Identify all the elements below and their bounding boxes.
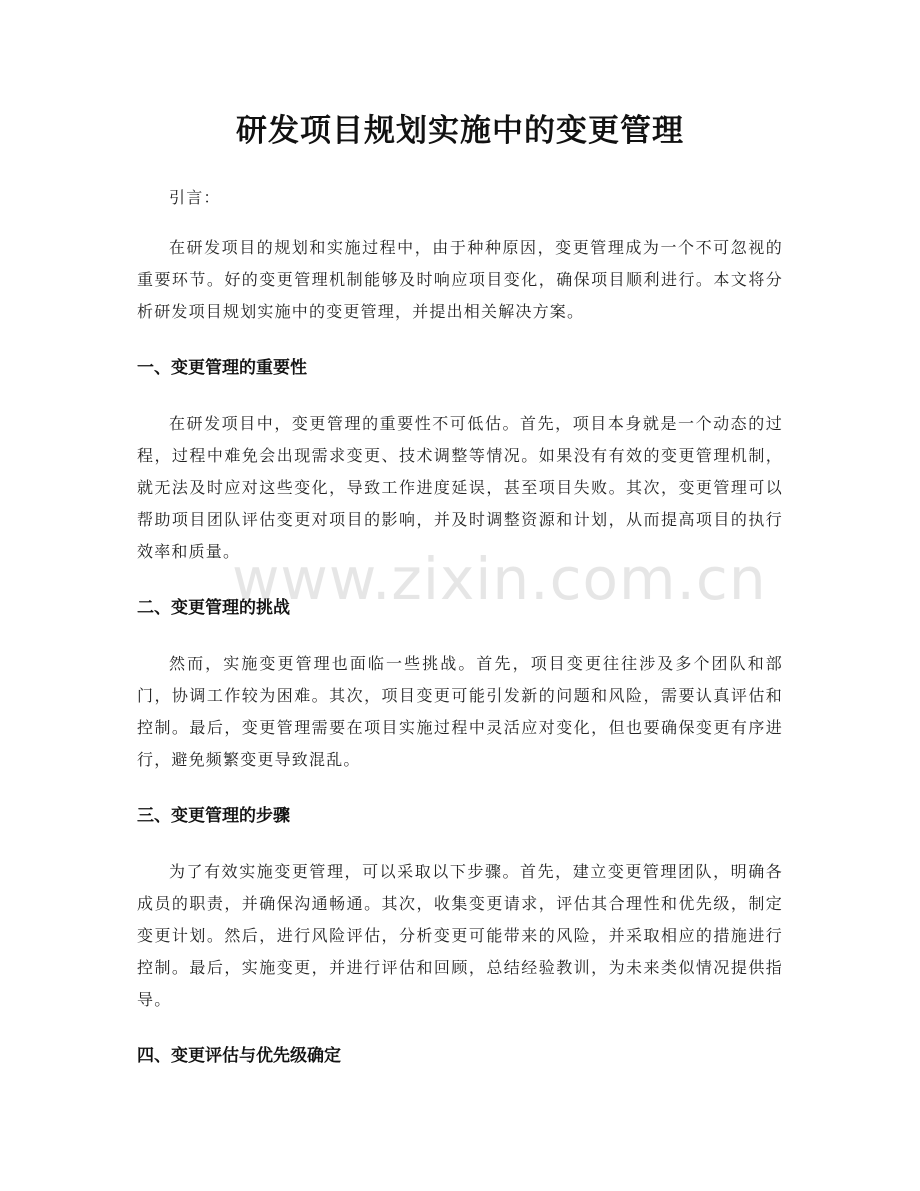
section-heading-challenges: 二、变更管理的挑战 (137, 598, 290, 618)
document-body (137, 182, 783, 1096)
section-paragraph-challenges: 然而，实施变更管理也面临一些挑战。首先，项目变更往往涉及多个团队和部门，协调工作较为困难。其次，项目变更可能引发新的问题和风险，需要认真评估和控制。最后，变更管理需要在项目实施过程中灵活应对变化，但也要确保变更有序进行，避免频繁变更导致混乱。 (137, 654, 783, 769)
watermark-text: www.zixin.com.cn (232, 545, 767, 613)
section-heading-importance: 一、变更管理的重要性 (137, 358, 307, 378)
section-heading-steps: 三、变更管理的步骤 (137, 806, 290, 826)
document-title: 研发项目规划实施中的变更管理 (236, 113, 684, 149)
section-paragraph-steps: 为了有效实施变更管理，可以采取以下步骤。首先，建立变更管理团队，明确各成员的职责，并确保沟通畅通。其次，收集变更请求，评估其合理性和优先级，制定变更计划。然后，进行风险评估，分析变更可能带来的风险，并采取相应的措施进行控制。最后，实施变更，并进行评估和回顾，总结经验教训，为未来类似情况提供指导。 (137, 862, 783, 1009)
section-heading-evaluation: 四、变更评估与优先级确定 (137, 1046, 341, 1066)
intro-paragraph: 在研发项目的规划和实施过程中，由于种种原因，变更管理成为一个不可忽视的重要环节。好的变更管理机制能够及时响应项目变化，确保项目顺利进行。本文将分析研发项目规划实施中的变更管理，并提出相关解决方案。 (137, 238, 783, 321)
intro-label: 引言： (169, 188, 221, 207)
section-paragraph-importance: 在研发项目中，变更管理的重要性不可低估。首先，项目本身就是一个动态的过程，过程中难免会出现需求变更、技术调整等情况。如果没有有效的变更管理机制，就无法及时应对这些变化，导致工作进度延误，甚至项目失败。其次，变更管理可以帮助项目团队评估变更对项目的影响，并及时调整资源和计划，从而提高项目的执行效率和质量。 (137, 414, 783, 561)
